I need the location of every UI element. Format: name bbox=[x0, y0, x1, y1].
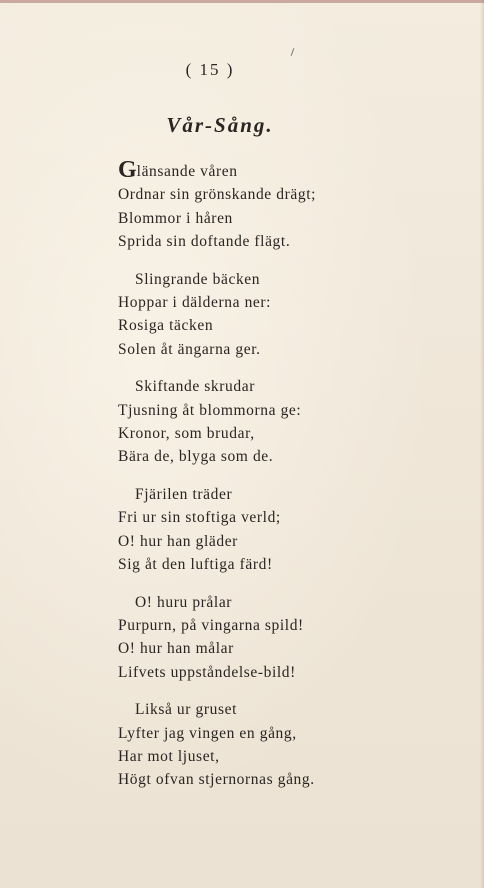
poem-line: Sprida sin doftande flägt. bbox=[118, 233, 291, 251]
poem-line: Har mot ljuset, bbox=[118, 747, 220, 765]
stanza-5 bbox=[118, 591, 458, 685]
poem-line: Högt ofvan stjernornas gång. bbox=[118, 771, 315, 789]
poem-line: O! huru prålar bbox=[135, 593, 233, 611]
poem-line: Lifvets uppståndelse-bild! bbox=[118, 663, 296, 681]
poem-line: Fjärilen träder bbox=[135, 485, 233, 503]
stanza-2 bbox=[118, 268, 458, 362]
poem-line: Ordnar sin grönskande drägt; bbox=[118, 186, 317, 204]
page-right-edge bbox=[480, 0, 484, 888]
ink-mark bbox=[291, 48, 295, 56]
drop-cap: G bbox=[118, 157, 137, 183]
poem-line: Solen åt ängarna ger. bbox=[118, 340, 261, 358]
stanza-4 bbox=[118, 483, 458, 577]
stanza-3 bbox=[118, 375, 458, 469]
poem-line: Blommor i håren bbox=[118, 209, 233, 227]
poem-line: O! hur han målar bbox=[118, 640, 234, 658]
stanza-1 bbox=[118, 157, 458, 254]
poem-line: O! hur han gläder bbox=[118, 532, 238, 550]
poem-line: Kronor, som brudar, bbox=[118, 425, 255, 443]
poem-title: Vår-Sång. bbox=[166, 113, 274, 137]
poem-line: Likså ur gruset bbox=[135, 701, 237, 719]
poem-line: Lyfter jag vingen en gång, bbox=[118, 724, 297, 742]
stanza-6 bbox=[118, 698, 458, 792]
poem-line: Bära de, blyga som de. bbox=[118, 448, 274, 466]
poem-line: Purpurn, på vingarna spild! bbox=[118, 616, 304, 634]
page-top-edge bbox=[0, 0, 484, 3]
poem-line bbox=[118, 157, 458, 183]
poem-line: Tjusning åt blommorna ge: bbox=[118, 401, 302, 419]
poem-body bbox=[118, 157, 458, 806]
poem-line-text: länsande våren bbox=[136, 163, 238, 180]
poem-line: Fri ur sin stoftiga verld; bbox=[118, 509, 281, 527]
poem-line: Slingrande bäcken bbox=[135, 270, 261, 288]
poem-line: Hoppar i dälderna ner: bbox=[118, 294, 272, 312]
poem-line: Rosiga täcken bbox=[118, 317, 214, 335]
poem-line: Skiftande skrudar bbox=[135, 378, 255, 396]
poem-line: Sig åt den luftiga färd! bbox=[118, 556, 273, 574]
page-number: ( 15 ) bbox=[185, 60, 235, 79]
